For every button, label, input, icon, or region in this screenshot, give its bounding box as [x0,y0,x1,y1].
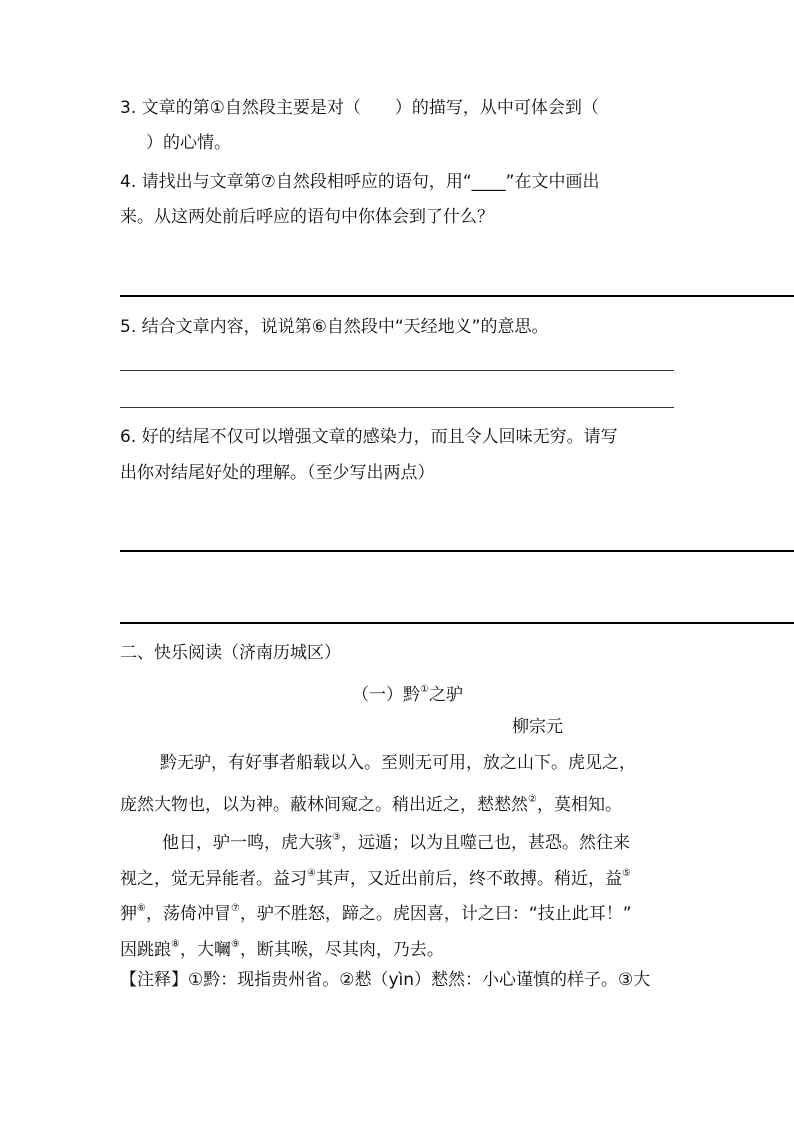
paragraph-2-line-4: 因跳踉⑧，大㘎⑨，断其喉，尽其肉，乃去。 [120,939,444,960]
paragraph-2-line-2: 视之，觉无异能者。益习④其声，又近出前后，终不敢搏。稍近，益⑤ [120,868,631,889]
answer-line [120,407,674,408]
answer-line [120,295,794,297]
section-heading: 二、快乐阅读（济南历城区） [120,643,341,663]
question-6-line-2: 出你对结尾好处的理解。（至少写出两点） [120,463,435,483]
question-3-line-1: 3. 文章的第①自然段主要是对（ ）的描写，从中可体会到（ [120,98,599,118]
question-6-line-1: 6. 好的结尾不仅可以增强文章的感染力，而且令人回味无穷。请写 [120,427,618,447]
question-4-line-2: 来。从这两处前后呼应的语句中你体会到了什么？ [120,207,494,227]
paragraph-2-line-1: 他日，驴一鸣，虎大骇③，远遁；以为且噬己也，甚恐。然往来 [162,832,630,853]
paragraph-2-line-3: 狎⑥，荡倚冲冒⑦，驴不胜怒，蹄之。虎因喜，计之曰：“技止此耳！” [120,903,632,924]
question-3-line-2: ）的心情。 [146,133,231,153]
paragraph-1-line-2: 庞然大物也，以为神。蔽林间窥之。稍出近之，慭慭然②，莫相知。 [120,794,622,815]
annotation-notes: 【注释】①黔：现指贵州省。②慭（yìn）慭然：小心谨慎的样子。③大 [120,970,651,990]
answer-line [120,370,674,371]
passage-author: 柳宗元 [512,717,563,737]
passage-title: （一）黔①之驴 [352,684,463,705]
question-4-line-1: 4. 请找出与文章第⑦自然段相呼应的语句，用“____”在文中画出 [120,172,600,192]
answer-line [120,622,794,624]
answer-line [120,550,794,552]
question-5-line-1: 5. 结合文章内容，说说第⑥自然段中“天经地义”的意思。 [120,317,549,337]
paragraph-1-line-1: 黔无驴，有好事者船载以入。至则无可用，放之山下。虎见之， [160,753,636,773]
